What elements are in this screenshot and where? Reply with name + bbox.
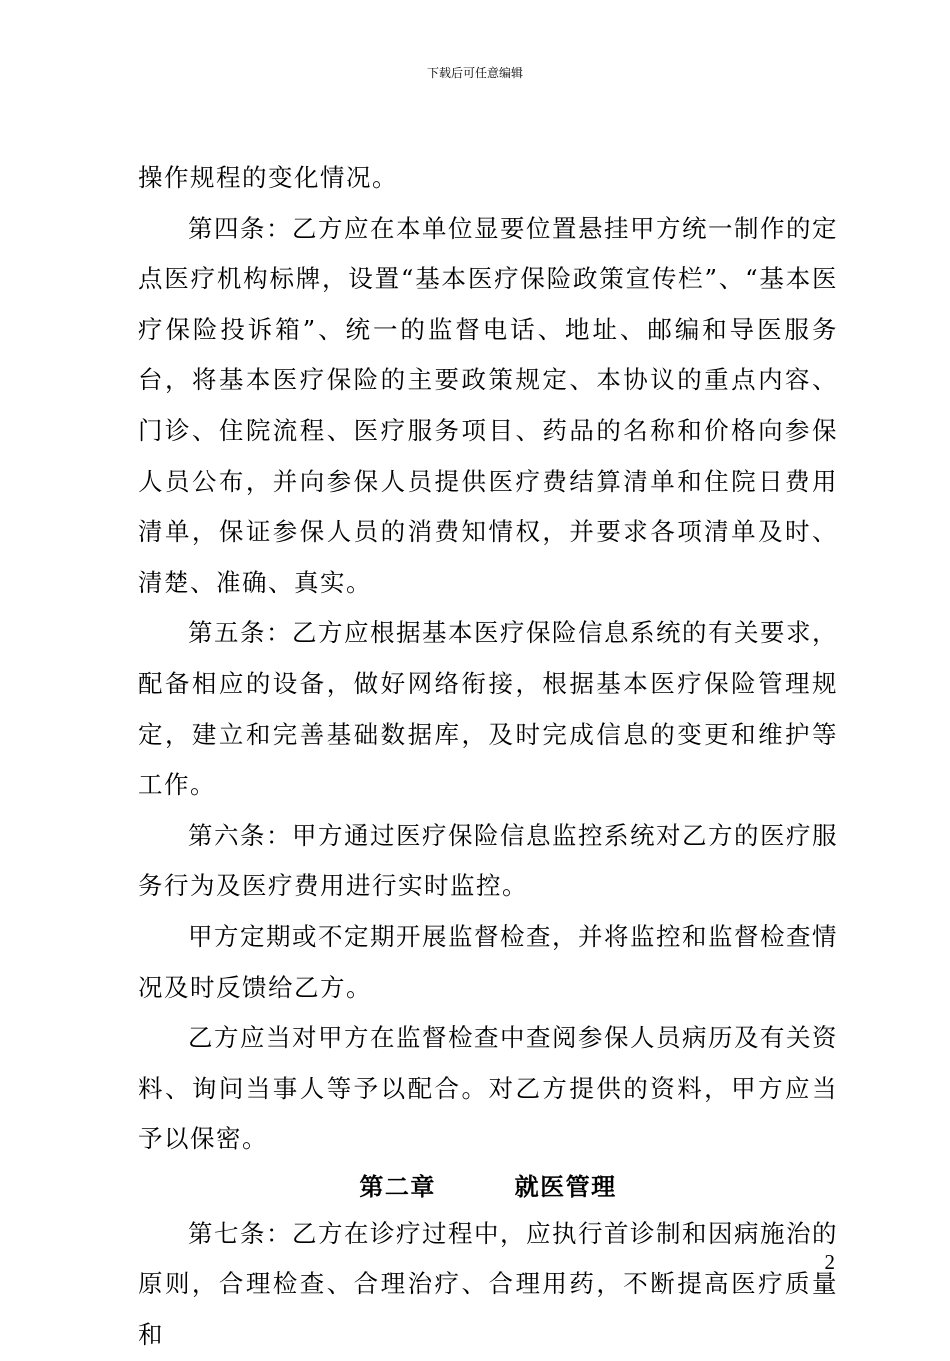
chapter-heading: 第二章 就医管理	[359, 1171, 617, 1201]
page-number: 2	[824, 1250, 835, 1274]
page-header: 下载后可任意编辑	[426, 66, 523, 80]
paragraph-article-4: 第四条：乙方应在本单位显要位置悬挂甲方统一制作的定点医疗机构标牌，设置“基本医疗保险政策宣传栏”、“基本医疗保险投诉箱”、统一的监督电话、地址、邮编和导医服务台，将基本医疗保险的主要政策规定、本协议的重点内容、门诊、住院流程、医疗服务项目、药品的名称和价格向参保人员公布，并向参保人员提供医疗费结算清单和住院日费用清单，保证参保人员的消费知情权，并要求各项清单及时、清楚、准确、真实。	[138, 213, 838, 597]
paragraph-article-6: 第六条：甲方通过医疗保险信息监控系统对乙方的医疗服务行为及医疗费用进行实时监控。	[138, 820, 838, 901]
paragraph-article-7: 第七条：乙方在诊疗过程中，应执行首诊制和因病施治的原则，合理检查、合理治疗、合理用药，不断提高医疗质量和	[138, 1218, 838, 1350]
paragraph-continuation: 操作规程的变化情况。	[138, 163, 398, 192]
document-body	[138, 153, 838, 1361]
paragraph-article-5: 第五条：乙方应根据基本医疗保险信息系统的有关要求，配备相应的设备，做好网络衔接，根据基本医疗保险管理规定，建立和完善基础数据库，及时完成信息的变更和维护等工作。	[138, 618, 838, 800]
paragraph-inspection: 甲方定期或不定期开展监督检查，并将监控和监督检查情况及时反馈给乙方。	[138, 921, 838, 1002]
paragraph-cooperation: 乙方应当对甲方在监督检查中查阅参保人员病历及有关资料、询问当事人等予以配合。对乙方提供的资料，甲方应当予以保密。	[138, 1023, 838, 1154]
